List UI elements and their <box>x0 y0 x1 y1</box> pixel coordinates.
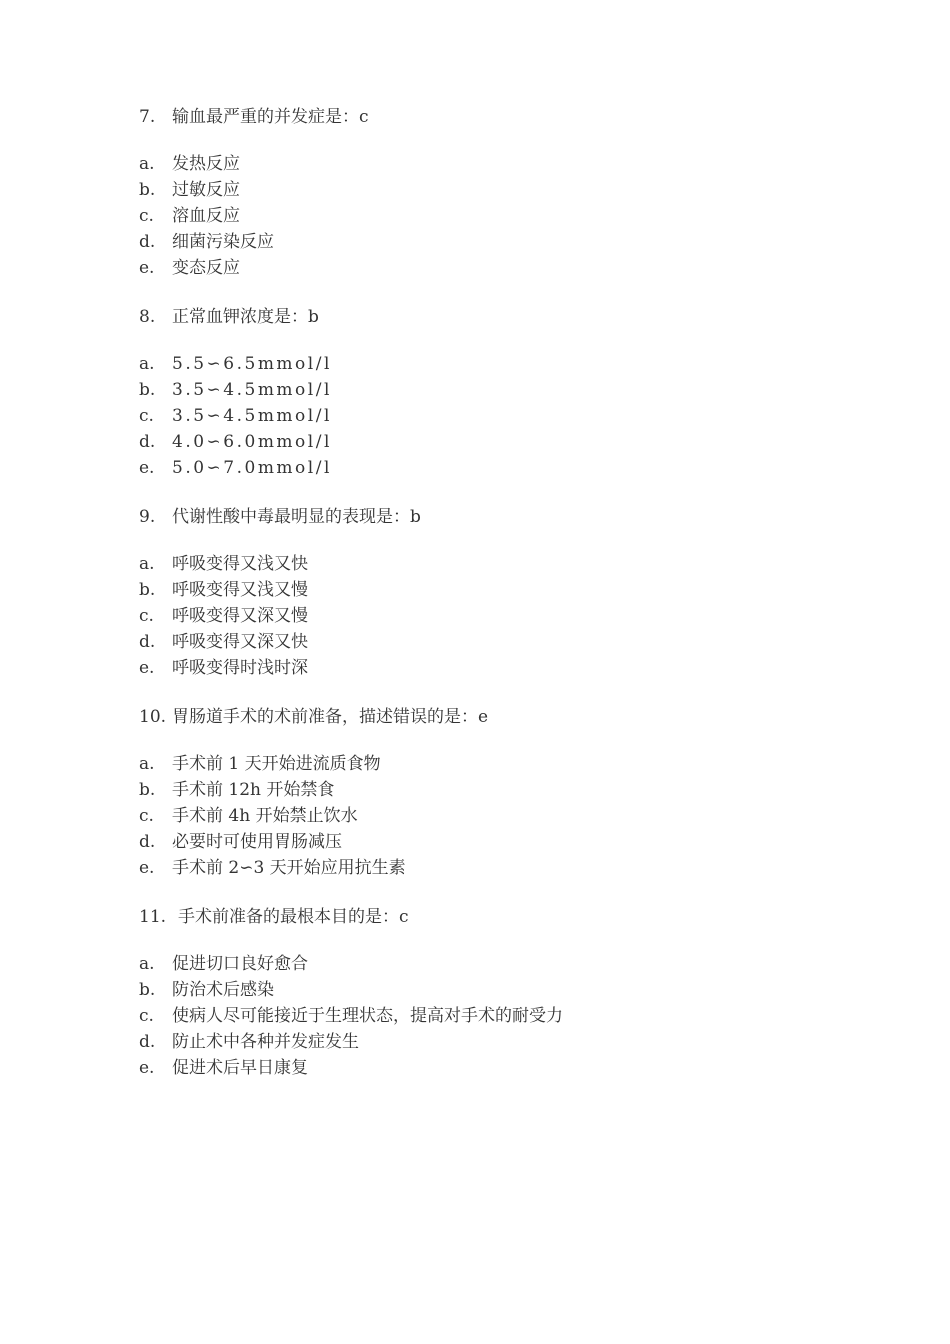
option-letter: a. <box>139 554 155 574</box>
option-d <box>139 829 899 855</box>
option-text: 呼吸变得又浅又慢 <box>172 580 308 600</box>
option-text: 手术前 1 天开始进流质食物 <box>172 754 381 774</box>
option-a <box>139 551 899 577</box>
option-letter: e. <box>139 458 155 478</box>
question-answer: c <box>399 907 409 927</box>
question-stem <box>139 304 899 330</box>
option-text: 手术前 12h 开始禁食 <box>172 780 335 800</box>
option-text: 防治术后感染 <box>172 980 274 1000</box>
question-text: 输血最严重的并发症是： <box>172 107 359 127</box>
question-8 <box>139 304 899 481</box>
option-letter: c. <box>139 806 154 826</box>
option-letter: a. <box>139 954 155 974</box>
option-letter: e. <box>139 858 155 878</box>
question-text: 手术前准备的最根本目的是： <box>178 907 399 927</box>
option-letter: a. <box>139 354 155 374</box>
option-c <box>139 203 899 229</box>
option-b <box>139 177 899 203</box>
option-b <box>139 377 899 403</box>
question-spacer <box>139 881 899 904</box>
option-letter: d. <box>139 632 156 652</box>
question-9 <box>139 504 899 681</box>
option-e <box>139 655 899 681</box>
option-text: 使病人尽可能接近于生理状态，提高对手术的耐受力 <box>172 1006 563 1026</box>
option-letter: c. <box>139 206 154 226</box>
option-letter: b. <box>139 780 156 800</box>
option-a <box>139 951 899 977</box>
option-b <box>139 577 899 603</box>
question-answer: e <box>478 707 489 727</box>
option-text: 手术前 4h 开始禁止饮水 <box>172 806 358 826</box>
option-c <box>139 1003 899 1029</box>
question-answer: b <box>410 507 421 527</box>
option-a <box>139 351 899 377</box>
option-d <box>139 1029 899 1055</box>
option-letter: e. <box>139 658 155 678</box>
question-11 <box>139 904 899 1081</box>
question-7 <box>139 104 899 281</box>
question-stem <box>139 504 899 530</box>
option-e <box>139 1055 899 1081</box>
option-text: 呼吸变得又深又慢 <box>172 606 308 626</box>
option-letter: c. <box>139 406 154 426</box>
option-letter: d. <box>139 1032 156 1052</box>
option-text: 发热反应 <box>172 154 240 174</box>
option-text: 过敏反应 <box>172 180 240 200</box>
question-number: 11. <box>139 907 167 927</box>
option-c <box>139 403 899 429</box>
question-spacer <box>139 681 899 704</box>
option-text: 5.5∽6.5mmol/l <box>172 354 332 374</box>
option-b <box>139 977 899 1003</box>
option-text: 必要时可使用胃肠减压 <box>172 832 342 852</box>
option-b <box>139 777 899 803</box>
question-number: 9. <box>139 507 156 527</box>
option-e <box>139 855 899 881</box>
option-e <box>139 255 899 281</box>
option-e <box>139 455 899 481</box>
option-text: 5.0∽7.0mmol/l <box>172 458 332 478</box>
question-stem <box>139 704 899 730</box>
option-letter: b. <box>139 580 156 600</box>
option-c <box>139 603 899 629</box>
option-text: 防止术中各种并发症发生 <box>172 1032 359 1052</box>
option-letter: d. <box>139 232 156 252</box>
option-text: 3.5∽4.5mmol/l <box>172 380 332 400</box>
question-number: 8. <box>139 307 156 327</box>
option-text: 促进切口良好愈合 <box>172 954 308 974</box>
option-text: 变态反应 <box>172 258 240 278</box>
option-letter: c. <box>139 1006 154 1026</box>
option-text: 手术前 2∽3 天开始应用抗生素 <box>172 858 406 878</box>
option-d <box>139 429 899 455</box>
option-text: 细菌污染反应 <box>172 232 274 252</box>
option-a <box>139 751 899 777</box>
question-answer: c <box>359 107 369 127</box>
question-text: 代谢性酸中毒最明显的表现是： <box>172 507 410 527</box>
option-letter: e. <box>139 1058 155 1078</box>
option-c <box>139 803 899 829</box>
option-text: 3.5∽4.5mmol/l <box>172 406 332 426</box>
question-text: 胃肠道手术的术前准备，描述错误的是： <box>172 707 478 727</box>
question-spacer <box>139 281 899 304</box>
question-spacer <box>139 481 899 504</box>
question-number: 10. <box>139 707 167 727</box>
option-letter: a. <box>139 154 155 174</box>
question-number: 7. <box>139 107 156 127</box>
option-text: 呼吸变得时浅时深 <box>172 658 308 678</box>
option-a <box>139 151 899 177</box>
option-letter: b. <box>139 980 156 1000</box>
option-text: 呼吸变得又深又快 <box>172 632 308 652</box>
option-text: 促进术后早日康复 <box>172 1058 308 1078</box>
question-stem <box>139 104 899 130</box>
option-text: 呼吸变得又浅又快 <box>172 554 308 574</box>
option-d <box>139 629 899 655</box>
option-letter: b. <box>139 180 156 200</box>
option-letter: c. <box>139 606 154 626</box>
question-answer: b <box>308 307 319 327</box>
option-letter: d. <box>139 432 156 452</box>
option-letter: d. <box>139 832 156 852</box>
question-text: 正常血钾浓度是： <box>172 307 308 327</box>
question-stem <box>139 904 899 930</box>
option-letter: e. <box>139 258 155 278</box>
option-d <box>139 229 899 255</box>
option-letter: a. <box>139 754 155 774</box>
question-10 <box>139 704 899 881</box>
option-text: 溶血反应 <box>172 206 240 226</box>
option-letter: b. <box>139 380 156 400</box>
option-text: 4.0∽6.0mmol/l <box>172 432 332 452</box>
document-page <box>139 104 899 1081</box>
